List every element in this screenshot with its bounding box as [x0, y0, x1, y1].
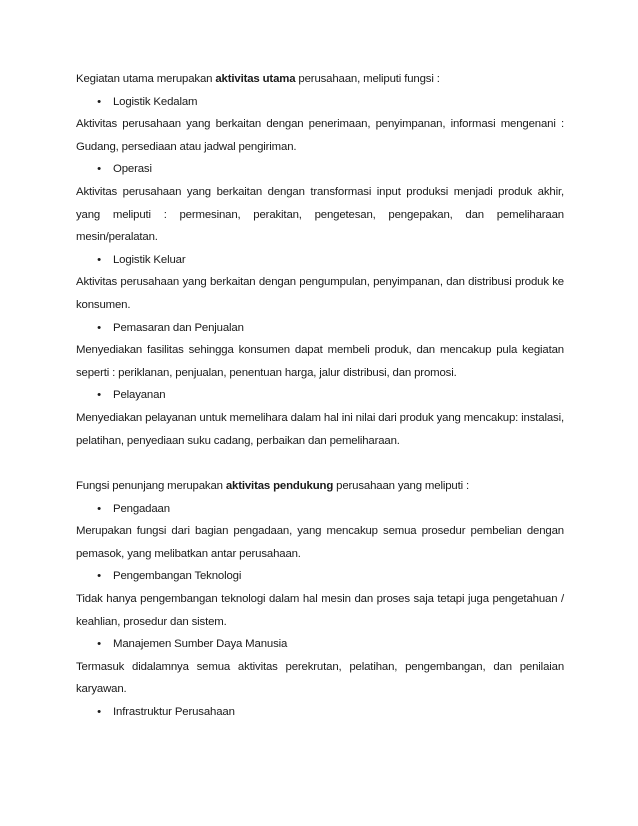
- support-intro-tail: perusahaan yang meliputi :: [333, 480, 470, 493]
- bullet-icon: •: [97, 253, 101, 266]
- item-description: Aktivitas perusahaan yang berkaitan dengan pengumpulan, penyimpanan, dan distribusi produk ke konsumen.: [76, 276, 564, 311]
- list-item: [76, 565, 564, 588]
- bullet-icon: •: [97, 163, 101, 176]
- bullet-label: Pengadaan: [113, 502, 170, 515]
- bullet-label: Manajemen Sumber Daya Manusia: [113, 638, 288, 651]
- bullet-label: Pelayanan: [113, 389, 166, 402]
- support-intro-text: Fungsi penunjang merupakan: [76, 480, 226, 493]
- list-item: [76, 317, 564, 340]
- support-intro-bold: aktivitas pendukung: [225, 480, 334, 493]
- bullet-label: Infrastruktur Perusahaan: [113, 706, 235, 719]
- list-item: [76, 701, 564, 724]
- bullet-icon: •: [97, 706, 101, 719]
- bullet-icon: •: [97, 321, 101, 334]
- bullet-label: Logistik Kedalam: [113, 95, 198, 108]
- item-description: Aktivitas perusahaan yang berkaitan dengan penerimaan, penyimpanan, informasi mengenani : Gudang, persediaan atau jadwal pengiriman.: [76, 118, 564, 153]
- primary-intro-tail: perusahaan, meliputi fungsi :: [295, 73, 440, 85]
- item-description: Aktivitas perusahaan yang berkaitan dengan transformasi input produksi menjadi produk akhir, yang meliputi : permesinan, perakitan, pengetesan, pengepakan, dan pemeliharaan mesin/peralatan.: [76, 185, 564, 244]
- list-item: [76, 384, 564, 407]
- item-description: Tidak hanya pengembangan teknologi dalam hal mesin dan proses saja tetapi juga pengetahuan / keahlian, prosedur dan sistem.: [76, 593, 564, 628]
- bullet-icon: •: [97, 502, 101, 515]
- bullet-label: Pengembangan Teknologi: [113, 570, 242, 583]
- item-description: Termasuk didalamnya semua aktivitas perekrutan, pelatihan, pengembangan, dan penilaian karyawan.: [76, 660, 564, 696]
- bullet-label: Operasi: [113, 163, 152, 176]
- bullet-icon: •: [97, 389, 101, 402]
- list-item: [76, 249, 564, 272]
- bullet-icon: •: [97, 95, 101, 108]
- bullet-icon: •: [97, 570, 101, 583]
- primary-intro: [76, 68, 564, 91]
- list-item: [76, 91, 564, 114]
- bullet-label: Logistik Keluar: [113, 253, 186, 266]
- item-description: Merupakan fungsi dari bagian pengadaan, yang mencakup semua prosedur pembelian dengan pemasok, yang melibatkan antar perusahaan.: [76, 525, 564, 560]
- section-spacer: [76, 452, 564, 475]
- primary-intro-bold: aktivitas utama: [215, 73, 296, 85]
- list-item: [76, 633, 564, 656]
- document-body: [76, 68, 564, 724]
- primary-intro-text: Kegiatan utama merupakan: [76, 73, 216, 85]
- bullet-label: Pemasaran dan Penjualan: [113, 321, 244, 334]
- item-description: Menyediakan fasilitas sehingga konsumen dapat membeli produk, dan mencakup pula kegiatan seperti : periklanan, penjualan, penentuan harga, jalur distribusi, dan promosi.: [76, 344, 564, 379]
- list-item: [76, 158, 564, 181]
- support-intro: [76, 475, 564, 498]
- list-item: [76, 498, 564, 521]
- bullet-icon: •: [97, 638, 101, 651]
- item-description: Menyediakan pelayanan untuk memelihara dalam hal ini nilai dari produk yang mencakup: instalasi, pelatihan, penyediaan suku cadang, perbaikan dan pemeliharaan.: [76, 411, 564, 447]
